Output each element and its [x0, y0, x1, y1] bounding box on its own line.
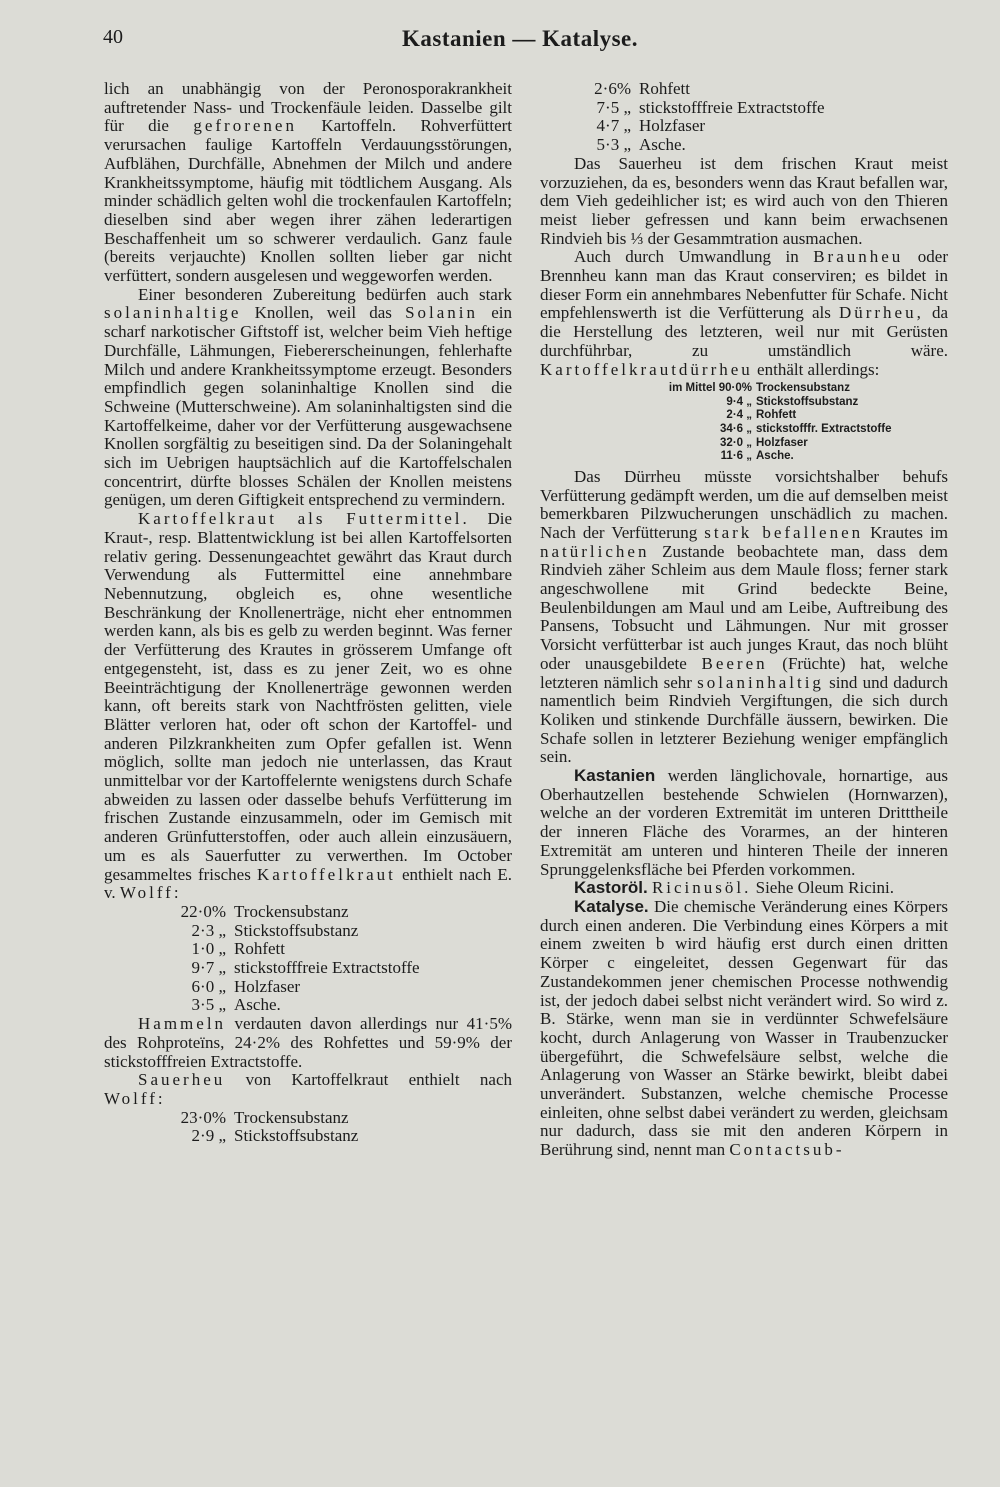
- text: (Früchte) hat, welche letzteren nämlich sehr: [540, 653, 948, 692]
- table-row: 3·5 „ Asche.: [191, 995, 281, 1015]
- spaced-term: Kartoffelkraut: [256, 864, 396, 884]
- spaced-term: Solanin: [405, 303, 479, 323]
- text: da die Herstellung des letzteren, weil nur mit Gerüsten durchführbar, zu umständlich wäre.: [540, 303, 948, 360]
- spaced-term: solaninhaltige: [104, 303, 242, 323]
- text: enthielt nach E. v.: [104, 864, 512, 903]
- paragraph: Das Sauerheu ist dem frischen Kraut meist vorzuziehen, da es, besonders wenn das Kraut befallen war, dem Vieh gedeihlicher ist; es wird auch von den Thieren meist lieber gefressen und kann beim erwachsenen Rindvieh bis ⅓ der Gesammtration ausmachen.: [540, 153, 948, 248]
- spaced-term: Contactsub-: [729, 1140, 845, 1160]
- paragraph: [104, 510, 512, 903]
- table-row: 32·0 „ Holzfaser: [720, 436, 808, 449]
- entry-kastoroel: [540, 879, 948, 898]
- spaced-term: solaninhaltig: [697, 672, 824, 692]
- left-column: [104, 80, 512, 1146]
- text: verdauten davon allerdings nur 41·5% des Rohproteïns, 24·2% des Rohfettes und 59·9% der stickstofffreien Extractstoffe.: [104, 1014, 513, 1071]
- spaced-term: gefrorenen: [193, 116, 297, 136]
- entry-katalyse: [540, 898, 948, 1160]
- paragraph: [104, 1015, 512, 1071]
- spaced-term: Ricinusöl.: [651, 878, 752, 898]
- right-column: [540, 80, 948, 1160]
- text: Die chemische Veränderung eines Körpers durch einen anderen. Die Verbindung eines Körpers a mit einem zweiten b wird häufig erst durch einen dritten Körper c eingeleitet, dessen Gegenwart für das Zustandekommen jener chemischen Processe nothwendig ist, der jedoch dabei selbst nicht verändert wird. So wird z. B. Stärke, wenn man sie in verdünnter Schwefelsäure kocht, durch Anlagerung von Wasser in Traubenzucker übergeführt, die Schwefelsäure selbst, welche die Anlagerung von Wasser an Stärke bewirkt, bleibt dabei unverändert. Substanzen, welche chemische Processe einleiten, ohne selbst dabei verändert zu werden, gleichsam nur dadurch, dass sie mit den anderen Körpern in Berührung sind, nennt man: [540, 896, 948, 1160]
- spaced-term: Hammeln: [138, 1014, 227, 1034]
- table-row: 2·9 „ Stickstoffsubstanz: [191, 1126, 359, 1146]
- table-row: 6·0 „ Holzfaser: [191, 976, 301, 996]
- table-row: 5·3 „ Asche.: [596, 135, 686, 155]
- text: enthält allerdings:: [757, 359, 880, 379]
- table-row: 7·5 „ stickstofffreie Extractstoffe: [596, 97, 825, 117]
- entry-heading: Katalyse.: [574, 896, 649, 916]
- text: werden länglichovale, hornartige, aus Oberhautzellen bestehende Schwielen (Hornwarzen), welche an der vorderen Extremität im unteren Dritttheile der inneren Fläche des Vorarmes, an der hinteren Extremität am unteren und hinteren Theile der inneren Sprunggelenksfläche bei Pferden vorkommen.: [540, 766, 948, 879]
- running-title: Kastanien — Katalyse.: [401, 26, 639, 51]
- table-row: 9·4 „ Stickstoffsubstanz: [726, 395, 859, 408]
- spaced-term: Kartoffelkrautdürrheu: [540, 359, 753, 379]
- spaced-term: Sauerheu: [138, 1070, 226, 1090]
- text: Auch durch Umwandlung in: [574, 247, 799, 267]
- entry-heading: Kastanien: [574, 766, 656, 786]
- table-row: 11·6 „ Asche.: [720, 450, 794, 463]
- text: sind und dadurch namentlich beim Rindvieh Vergiftungen, die sich durch Koliken und stinkende Durchfälle äussern, bewirken. Die Schafe sollen in letzterer Beziehung weniger empfänglich sein.: [540, 672, 949, 767]
- text: lich an unabhängig von der Peronosporakrankheit auftretender Nass- und Trockenfäule leiden. Dasselbe gilt für die: [104, 79, 512, 136]
- text: Zustande beobachtete man, dass dem Rindvieh zäher Schleim aus dem Maule floss; ferner stark angeschwollene mit Grind bedeckte Beine, Beulenbildungen am Maul und am Leibe, Auftreibung des Pansens, Tobsucht und Lähmungen. Nur mit grosser Vorsicht verfütterbar ist auch junges Kraut, das noch blüht oder unausgebildete: [540, 541, 948, 673]
- table-row: 9·7 „ stickstofffreie Extractstoffe: [191, 958, 420, 978]
- table-row: 22·0% Trockensubstanz: [180, 901, 349, 921]
- text: Kartoffeln. Rohverfüttert verursachen faulige Kartoffeln Verdauungsstörungen, Aufblähen, Durchfälle, Abnehmen der Milch und andere Krankheitssymptome, häufig mit tödtlichem Ausgang. Als minder schädlich gelten wohl die trockenfaulen Kartoffeln; dieselben sind aber wegen ihrer zähen lederartigen Beschaffenheit um so schwerer verdaulich. Ganz faule (bereits verjauchte) Knollen sollten lieber gar nicht verfüttert, sondern ausgelesen und weggeworfen werden.: [104, 116, 513, 286]
- composition-table-sauerheu: [104, 1109, 512, 1146]
- entry-heading: Kastoröl.: [574, 878, 648, 898]
- spaced-term: stark befallenen: [704, 522, 864, 542]
- paragraph: [540, 248, 948, 379]
- text: ein scharf narkotischer Giftstoff ist, welcher beim Vieh heftige Durchfälle, Lähmungen, Fiebererscheinungen, fehlerhafte Milch und andere Krankheitssymptome erzeugt. Besonders empfindlich gegen solaninhaltige Knollen sind die Schweine (Mutterschweine). Am solaninhaltigsten sind die Kartoffelkeime, daher vor der Verfütterung ausgewachsene Knollen sorgfältig zu beseitigen sind. Da der Solaningehalt sich im Uebrigen hauptsächlich auf die Kartoffelschalen concentrirt, dürfte blosses Schälen der Knollen meistens genügen, um deren Giftigkeit entsprechend zu vermindern.: [104, 303, 512, 510]
- page-number: 40: [103, 26, 123, 48]
- text: Einer besonderen Zubereitung bedürfen auch stark: [138, 284, 512, 304]
- table-row: im Mittel 90·0% Trockensubstanz: [668, 382, 850, 395]
- paragraph: [540, 468, 948, 767]
- text: Siehe Oleum Ricini.: [755, 878, 894, 898]
- section-heading: Kartoffelkraut als Futtermittel.: [138, 509, 470, 529]
- table-row: 2·4 „ Rohfett: [726, 409, 797, 422]
- composition-table-duerrheu: [540, 382, 948, 464]
- entry-kastanien: [540, 767, 948, 879]
- composition-table-fresh-herb: [104, 903, 512, 1015]
- text: von Kartoffelkraut enthielt nach: [245, 1070, 512, 1090]
- text: Knollen, weil das: [254, 303, 392, 323]
- paragraph: [104, 1071, 512, 1108]
- table-row: 34·6 „ stickstofffr. Extractstoffe: [720, 423, 892, 436]
- table-row: 4·7 „ Holzfaser: [596, 116, 706, 136]
- table-row: 2·6% Rohfett: [594, 79, 690, 98]
- table-row: 23·0% Trockensubstanz: [180, 1107, 349, 1127]
- paragraph: [104, 286, 512, 510]
- spaced-term: Wolff:: [104, 1088, 166, 1108]
- text: Das Dürrheu müsste vorsichtshalber behufs Verfütterung gedämpft werden, um die auf demselben meist bemerkbaren Pilzwucherungen unschädlich zu machen. Nach der Verfütterung: [540, 466, 948, 542]
- text: Die Kraut-, resp. Blattentwicklung ist bei allen Kartoffelsorten relativ gering. Dessenungeachtet gewährt das Kraut durch Verwendung als Futtermittel eine annehmbare Nebennutzung, obgleich es, ohne wesentliche Beschränkung der Knollenerträge, nicht eher entnommen werden kann, als bis es gelb zu werden beginnt. Was ferner der Verfütterung des Krautes in grösserem Umfange oft entgegensteht, ist, dass es zu jener Zeit, wo es ohne Beeinträchtigung der Knollenerträge gewonnen werden kann, oft bereits stark von Nachtfrösten gelitten, viele Blätter verloren hat, oder oft schon der Kartoffel- und anderen Pilzkrankheiten zum Opfer gefallen ist. Wenn möglich, sollte man jedoch nie unterlassen, das Kraut unmittelbar vor der Kartoffelernte wenigstens durch Schafe abweiden zu lassen oder dasselbe behufs Verfütterung im frischen Zustande einzusammeln, oder im Gemisch mit anderen Grünfutterstoffen, oder auch allein einzusäuern, um es als Sauerfutter zu verwerthen. Im October gesammeltes frisches: [104, 509, 513, 884]
- table-row: 2·3 „ Stickstoffsubstanz: [191, 920, 359, 940]
- table-row: 1·0 „ Rohfett: [191, 939, 285, 959]
- spaced-term: Braunheu: [813, 247, 904, 267]
- composition-table-sauerheu-continued: [540, 80, 948, 155]
- spaced-term: Beeren: [701, 653, 768, 673]
- text: oder Brennheu kann man das Kraut conserviren; es bildet in dieser Form ein annehmbares Nebenfutter für Schafe. Nicht empfehlenswerth ist die Verfütterung als: [540, 247, 949, 323]
- paragraph: [104, 80, 512, 286]
- spaced-term: Wolff:: [119, 883, 182, 903]
- text: Krautes im: [870, 522, 948, 542]
- spaced-term: Dürrheu,: [838, 303, 924, 323]
- spaced-term: natürlichen: [540, 541, 650, 561]
